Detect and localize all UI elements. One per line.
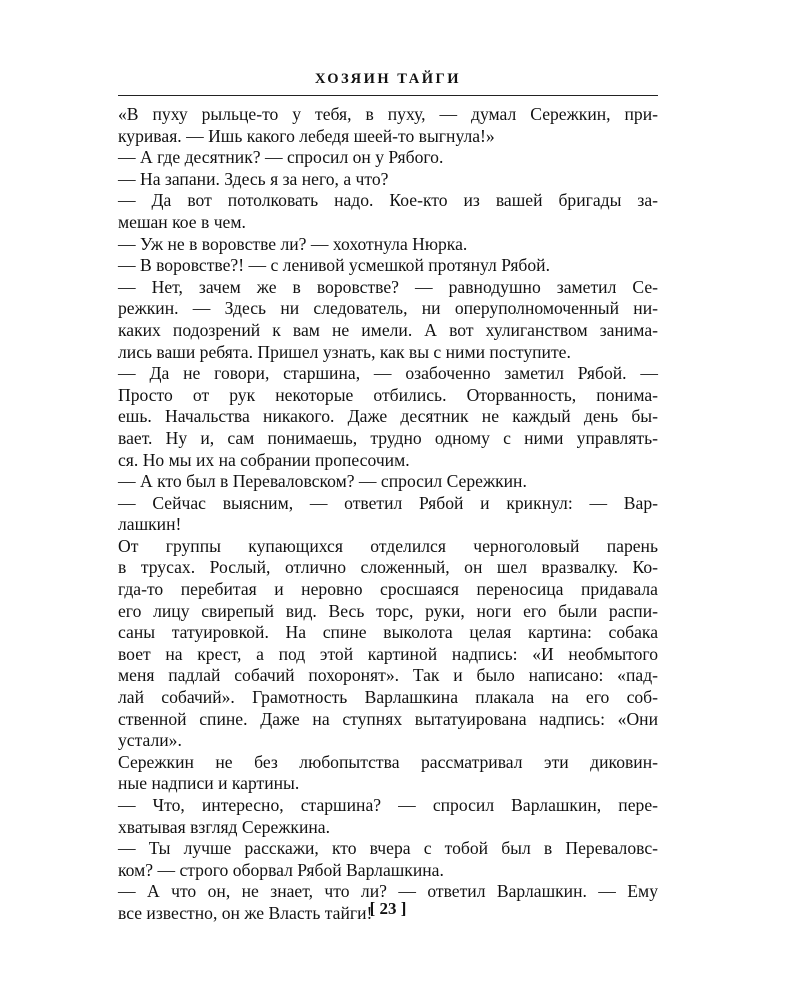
text-line: — Нет, зачем же в воровстве? — равнодушно заметил Се-	[118, 276, 658, 297]
text-line: гда-то перебитая и неровно сросшаяся переносица придавала	[118, 579, 658, 600]
text-line: его лицу свирепый вид. Весь торс, руки, ноги его были распи-	[118, 600, 658, 621]
text-line: От группы купающихся отделился черноголовый парень	[118, 535, 658, 556]
text-line: Сережкин не без любопытства рассматривал эти диковин-	[118, 751, 658, 772]
text-line: лай собачий». Грамотность Варлашкина плакала на его соб-	[118, 687, 658, 708]
text-line: саны татуировкой. На спине выколота целая картина: собака	[118, 622, 658, 643]
page-number: [ 23 ]	[369, 899, 407, 918]
text-line: ные надписи и картины.	[118, 773, 300, 794]
text-line: воет на крест, а под этой картиной надпись: «И необмытого	[118, 643, 658, 664]
text-line: меня падлай собачий похоронят». Так и было написано: «пад-	[118, 665, 658, 686]
text-line: устали».	[118, 730, 182, 751]
text-line: Просто от рук некоторые отбились. Оторванность, понима-	[118, 384, 658, 405]
text-line: — На запани. Здесь я за него, а что?	[118, 168, 389, 189]
text-line: режкин. — Здесь ни следователь, ни оперуполномоченный ни-	[118, 298, 658, 319]
text-line: — А кто был в Переваловском? — спросил Сережкин.	[118, 471, 527, 492]
header-rule	[118, 95, 658, 96]
text-line: ешь. Начальства никакого. Даже десятник не каждый день бы-	[118, 406, 658, 427]
book-page	[118, 0, 658, 1000]
text-line: лашкин!	[118, 514, 182, 535]
text-line: ственной спине. Даже на ступнях вытатуирована надпись: «Они	[118, 708, 658, 729]
text-line: — Уж не в воровстве ли? — хохотнула Нюрка.	[118, 233, 468, 254]
text-line: лись ваши ребята. Пришел узнать, как вы с ними поступите.	[118, 341, 571, 362]
body-text	[118, 104, 658, 925]
text-line: — Да вот потолковать надо. Кое-кто из вашей бригады за-	[118, 190, 658, 211]
text-line: мешан кое в чем.	[118, 211, 246, 232]
text-line: — В воровстве?! — с ленивой усмешкой протянул Рябой.	[118, 255, 550, 276]
text-line: все известно, он же Власть тайги!	[118, 902, 373, 923]
text-line: — Да не говори, старшина, — озабоченно заметил Рябой. —	[118, 363, 658, 384]
text-line: — Ты лучше расскажи, кто вчера с тобой был в Переваловс-	[118, 838, 658, 859]
text-line: ся. Но мы их на собрании пропесочим.	[118, 449, 410, 470]
text-line: — А где десятник? — спросил он у Рябого.	[118, 147, 444, 168]
text-line: каких подозрений к вам не имели. А вот хулиганством занима-	[118, 319, 658, 340]
text-line: куривая. — Ишь какого лебедя шеей-то выгнула!»	[118, 125, 495, 146]
text-line: в трусах. Рослый, отлично сложенный, он шел вразвалку. Ко-	[118, 557, 658, 578]
text-line: — А что он, не знает, что ли? — ответил Варлашкин. — Ему	[118, 881, 658, 902]
text-line: вает. Ну и, сам понимаешь, трудно одному с ними управлять-	[118, 427, 658, 448]
text-line: хватывая взгляд Сережкина.	[118, 816, 331, 837]
running-head: ХОЗЯИН ТАЙГИ	[315, 71, 461, 87]
text-line: — Что, интересно, старшина? — спросил Варлашкин, пере-	[118, 795, 658, 815]
text-line: — Сейчас выясним, — ответил Рябой и крикнул: — Вар-	[118, 492, 658, 513]
text-line: «В пуху рыльце-то у тебя, в пуху, — думал Сережкин, при-	[118, 104, 658, 124]
text-line: ком? — строго оборвал Рябой Варлашкина.	[118, 859, 444, 880]
